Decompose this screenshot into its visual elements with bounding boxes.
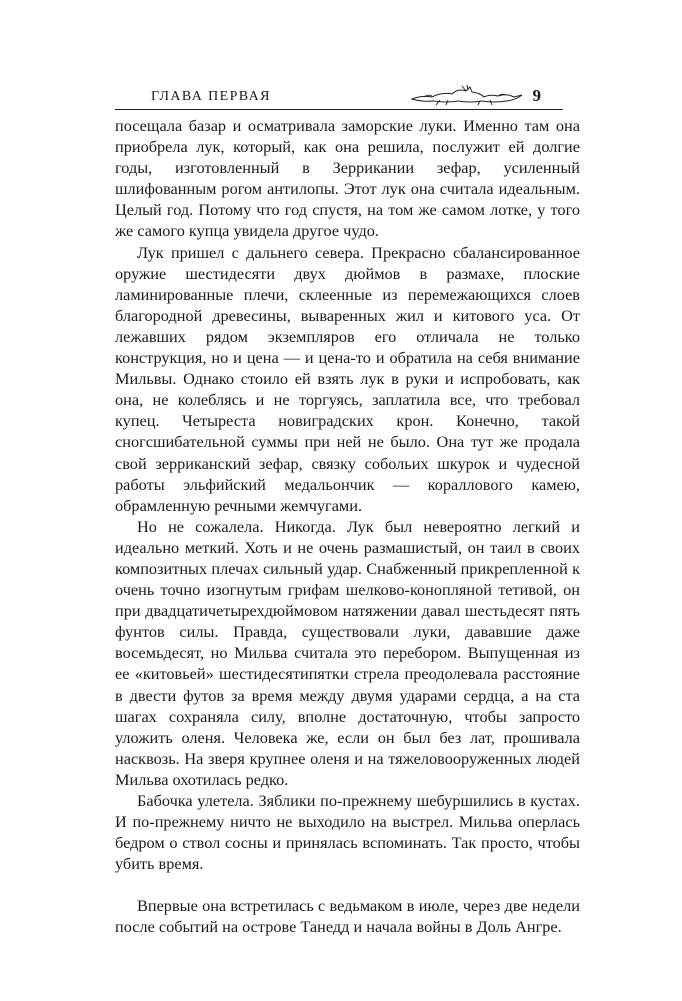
- paragraph: Впервые она встретилась с ведьмаком в июле, через две недели после событий на острове Танедд и начала войны в Доль Ангре.: [115, 896, 580, 937]
- body-text: [115, 115, 580, 938]
- wolf-icon: [410, 84, 530, 106]
- paragraph: Бабочка улетела. Зяблики по-прежнему шебуршились в кустах. И по-прежнему ничто не выходило на выстрел. Мильва оперлась бедром о ствол сосны и принялась вспоминать. Так просто, чтобы убить время.: [115, 791, 580, 874]
- page-number: 9: [532, 86, 541, 105]
- chapter-title: ГЛАВА ПЕРВАЯ: [151, 89, 271, 104]
- running-header: [115, 84, 563, 108]
- header-rule: [115, 109, 563, 110]
- paragraph: Но не сожалела. Никогда. Лук был невероятно легкий и идеально меткий. Хоть и не очень размашистый, он таил в своих композитных плечах сильный удар. Снабженный прикрепленной к очень точно изогнутым грифам шелково-конопляной тетивой, он при двадцатичетырехдюймовом натяжении давал шестьдесят пять фунтов силы. Правда, существовали луки, дававшие даже восемьдесят, но Мильва считала это перебором. Выпущенная из ее «китовьей» шестидесятипятки стрела преодолевала расстояние в двести футов за время между двумя ударами сердца, а на ста шагах сохраняла силу, вполне достаточную, чтобы запросто уложить оленя. Человека же, если он был без лат, прошивала насквозь. На зверя крупнее оленя и на тяжеловооруженных людей Мильва охотилась редко.: [115, 516, 580, 789]
- paragraph: посещала базар и осматривала заморские луки. Именно там она приобрела лук, который, как она решила, послужит ей долгие годы, изготовленный в Зеррикании зефар, усиленный шлифованным рогом антилопы. Этот лук она считала идеальным. Целый год. Потому что год спустя, на том же самом лотке, у того же самого купца увидела другое чудо.: [115, 116, 580, 241]
- paragraph: Лук пришел с дальнего севера. Прекрасно сбалансированное оружие шестидесяти двух дюймов в размахе, плоские ламинированные плечи, склеенные из перемежающихся слоев благородной древесины, вываренных жил и китового уса. От лежавших рядом экземпляров его отличала не только конструкция, но и цена — и цена-то и обратила на себя внимание Мильвы. Однако стоило ей взять лук в руки и испробовать, как она, не колеблясь и не торгуясь, заплатила все, что требовал купец. Четыреста новиградских крон. Конечно, такой сногсшибательной суммы при ней не было. Она тут же продала свой зерриканский зефар, связку собольих шкурок и чудесной работы эльфийский медальончик — кораллового камею, обрамленную речными жемчугами.: [115, 242, 580, 515]
